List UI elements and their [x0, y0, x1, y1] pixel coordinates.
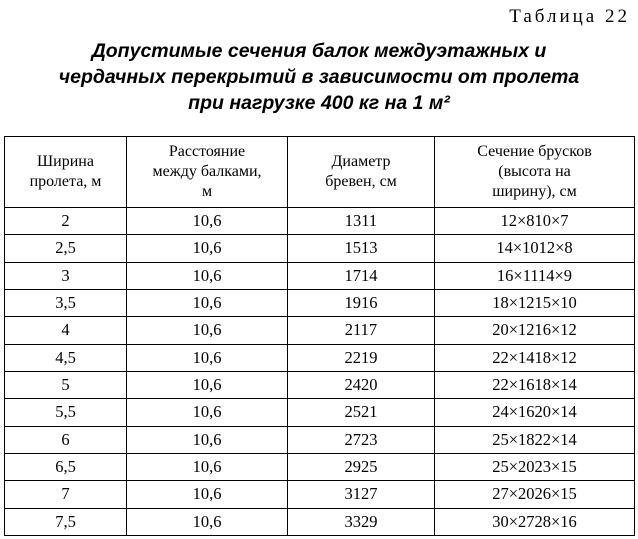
cell-bar-section: 25×2023×15 — [435, 453, 635, 480]
table-row — [5, 235, 635, 262]
table-row — [5, 426, 635, 453]
title-line: при нагрузке 400 кг на 1 м² — [188, 92, 450, 114]
table-title — [0, 38, 638, 116]
cell-beam-distance: 10,6 — [127, 289, 288, 316]
cell-span-width: 2 — [5, 208, 127, 235]
cell-span-width: 2,5 — [5, 235, 127, 262]
table-row — [5, 399, 635, 426]
title-line: Допустимые сечения балок междуэтажных и — [91, 40, 547, 62]
cell-beam-distance: 10,6 — [127, 262, 288, 289]
cell-log-diameter: 3127 — [288, 481, 435, 508]
title-line: чердачных перекрытий в зависимости от пролета — [58, 66, 580, 88]
cell-bar-section: 22×1418×12 — [435, 344, 635, 371]
cell-bar-section: 12×810×7 — [435, 208, 635, 235]
table-row — [5, 481, 635, 508]
header-line: бревен, см — [325, 173, 397, 190]
cell-span-width: 7,5 — [5, 508, 127, 535]
cell-bar-section: 25×1822×14 — [435, 426, 635, 453]
cell-beam-distance: 10,6 — [127, 399, 288, 426]
table-number: Таблица 22 — [509, 6, 630, 27]
cell-span-width: 4 — [5, 317, 127, 344]
cell-span-width: 7 — [5, 481, 127, 508]
header-line: Ширина — [37, 153, 94, 170]
cell-beam-distance: 10,6 — [127, 481, 288, 508]
header-span-width — [5, 137, 127, 208]
table-row — [5, 371, 635, 398]
header-line: (высота на — [498, 163, 571, 180]
table-row — [5, 208, 635, 235]
cell-bar-section: 27×2026×15 — [435, 481, 635, 508]
cell-log-diameter: 2117 — [288, 317, 435, 344]
header-line: ширину), см — [492, 183, 577, 200]
table-row — [5, 289, 635, 316]
cell-beam-distance: 10,6 — [127, 426, 288, 453]
table-row — [5, 508, 635, 535]
cell-span-width: 5,5 — [5, 399, 127, 426]
cell-span-width: 5 — [5, 371, 127, 398]
cell-log-diameter: 1311 — [288, 208, 435, 235]
header-log-diameter — [288, 137, 435, 208]
cell-beam-distance: 10,6 — [127, 317, 288, 344]
header-bar-section — [435, 137, 635, 208]
cell-log-diameter: 1513 — [288, 235, 435, 262]
cell-bar-section: 14×1012×8 — [435, 235, 635, 262]
cell-span-width: 6 — [5, 426, 127, 453]
header-beam-distance — [127, 137, 288, 208]
table-row — [5, 262, 635, 289]
beam-sections-table — [4, 136, 635, 536]
cell-beam-distance: 10,6 — [127, 208, 288, 235]
table-row — [5, 453, 635, 480]
cell-beam-distance: 10,6 — [127, 453, 288, 480]
table-body — [5, 208, 635, 536]
table-row — [5, 317, 635, 344]
cell-log-diameter: 1916 — [288, 289, 435, 316]
cell-span-width: 3,5 — [5, 289, 127, 316]
cell-bar-section: 30×2728×16 — [435, 508, 635, 535]
header-line: пролета, м — [29, 173, 102, 190]
cell-span-width: 6,5 — [5, 453, 127, 480]
cell-beam-distance: 10,6 — [127, 235, 288, 262]
cell-log-diameter: 2521 — [288, 399, 435, 426]
header-line: Диаметр — [331, 153, 391, 170]
cell-bar-section: 20×1216×12 — [435, 317, 635, 344]
header-line: Расстояние — [168, 143, 246, 160]
cell-bar-section: 18×1215×10 — [435, 289, 635, 316]
cell-bar-section: 24×1620×14 — [435, 399, 635, 426]
header-row — [5, 137, 635, 208]
cell-log-diameter: 2420 — [288, 371, 435, 398]
cell-span-width: 3 — [5, 262, 127, 289]
cell-bar-section: 16×1114×9 — [435, 262, 635, 289]
cell-beam-distance: 10,6 — [127, 344, 288, 371]
header-line: Сечение брусков — [477, 143, 592, 160]
cell-log-diameter: 3329 — [288, 508, 435, 535]
cell-span-width: 4,5 — [5, 344, 127, 371]
cell-bar-section: 22×1618×14 — [435, 371, 635, 398]
cell-log-diameter: 2219 — [288, 344, 435, 371]
cell-beam-distance: 10,6 — [127, 371, 288, 398]
cell-beam-distance: 10,6 — [127, 508, 288, 535]
table-row — [5, 344, 635, 371]
cell-log-diameter: 2925 — [288, 453, 435, 480]
header-line: м — [201, 183, 213, 200]
cell-log-diameter: 1714 — [288, 262, 435, 289]
cell-log-diameter: 2723 — [288, 426, 435, 453]
header-line: между балками, — [152, 163, 262, 180]
